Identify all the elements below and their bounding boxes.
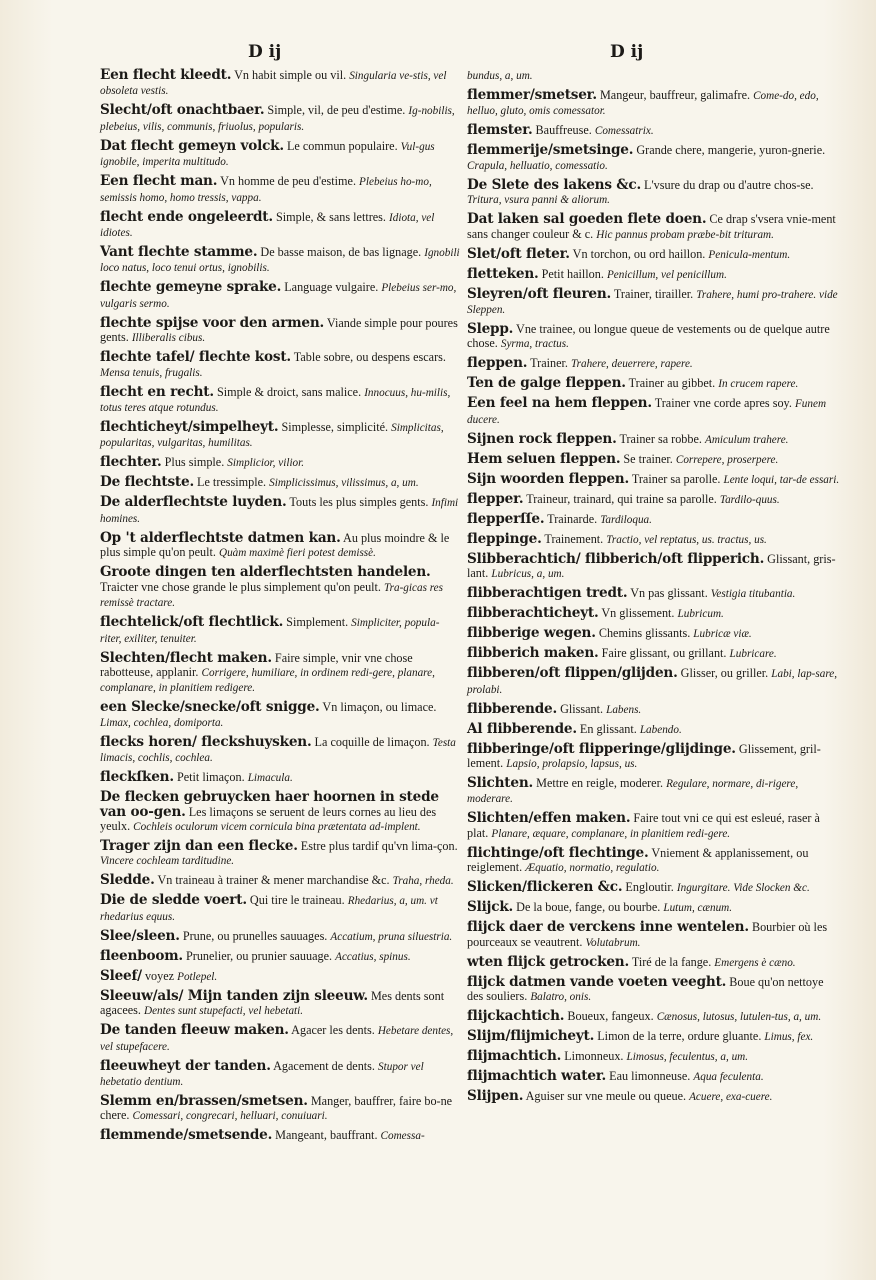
headword: Sleef/ xyxy=(100,967,142,984)
latin-gloss: Labens. xyxy=(606,703,642,716)
french-gloss: Eau limonneuse. xyxy=(606,1069,694,1084)
french-gloss: Vn traineau à trainer & mener marchandise &c. xyxy=(154,873,393,888)
headword: flemster. xyxy=(467,122,533,139)
french-gloss: Mettre en reigle, moderer. xyxy=(533,776,667,791)
headword: Slibberachtich/ flibberich/oft flipperich. xyxy=(467,550,765,567)
latin-gloss: Idiota, vel idiotes. xyxy=(100,211,435,240)
french-gloss: Vn homme de peu d'estime. xyxy=(217,174,360,189)
latin-gloss: Penicula-mentum. xyxy=(708,248,791,261)
latin-gloss: Emergens è cæno. xyxy=(714,956,796,969)
french-gloss: Estre plus tardif qu'vn lima-çon. xyxy=(297,838,458,853)
headword: Slichten. xyxy=(467,775,534,792)
latin-gloss: Crapula, helluatio, comessatio. xyxy=(467,159,608,172)
french-gloss: Vne trainee, ou longue queue de vestements ou de quelque autre chose. xyxy=(467,322,830,351)
headword: De Slete des lakens &c. xyxy=(467,176,641,193)
headword: wten flijck getrocken. xyxy=(467,953,629,970)
headword: Al flibberende. xyxy=(467,720,577,737)
french-gloss: Faire glissant, ou grillant. xyxy=(598,646,730,661)
french-gloss: Trainer. xyxy=(527,356,572,371)
latin-gloss: Corrigere, humiliare, in ordinem redi-gere, planare, complanare, in planitiem redigere. xyxy=(100,666,435,695)
dictionary-entry xyxy=(100,495,460,526)
french-gloss: Manger, bauffrer, faire bo-ne chere. xyxy=(100,1093,453,1123)
latin-gloss: Volutabrum. xyxy=(585,936,641,949)
latin-gloss: Ignobili loco natus, loco tenui ortus, ignobilis. xyxy=(100,247,460,275)
latin-gloss: Tra-gicas res remissè tractare. xyxy=(100,581,443,610)
headword: De alderflechtste luyden. xyxy=(100,494,287,511)
dictionary-entry xyxy=(467,776,841,807)
french-gloss: Le tressimple. xyxy=(193,475,270,490)
dictionary-entry xyxy=(100,350,460,380)
headword: Slepp. xyxy=(467,321,514,338)
french-gloss: En glissant. xyxy=(576,721,640,736)
headword: fleckſken. xyxy=(100,769,174,786)
latin-gloss: Tardilo-quus. xyxy=(719,493,780,506)
headword: flechtelick/oft flechtlick. xyxy=(100,614,284,631)
latin-gloss: Plebeius ser-mo, vulgaris sermo. xyxy=(100,282,457,310)
dictionary-entry xyxy=(467,267,841,282)
headword: flibberich maken. xyxy=(467,645,599,662)
dictionary-entry xyxy=(467,376,841,391)
latin-gloss: Aqua feculenta. xyxy=(693,1071,764,1084)
french-gloss: Agacement de dents. xyxy=(270,1058,379,1073)
dictionary-entry xyxy=(467,1009,841,1024)
dictionary-entry xyxy=(467,88,841,119)
dictionary-entry xyxy=(100,893,460,924)
dictionary-entry xyxy=(100,565,460,610)
right-signature: D ij xyxy=(610,42,644,62)
latin-gloss: Infimi homines. xyxy=(100,497,459,525)
dictionary-entry xyxy=(467,532,841,547)
dictionary-entry xyxy=(467,432,841,447)
french-gloss: Grande chere, mangerie, yuron-gnerie. xyxy=(633,143,826,158)
dictionary-entry xyxy=(467,247,841,262)
latin-gloss: Limus, fex. xyxy=(764,1031,814,1044)
headword: Slechten/flecht maken. xyxy=(100,649,272,666)
latin-gloss: In crucem rapere. xyxy=(718,378,799,391)
dictionary-entry xyxy=(100,385,460,416)
headword: flijmachtich. xyxy=(467,1048,562,1065)
latin-gloss: Testa limacis, cochlis, cochlea. xyxy=(100,736,456,765)
french-gloss: Limonneux. xyxy=(561,1049,627,1064)
french-gloss: Glissant. xyxy=(557,701,607,716)
headword: Sleyren/oft fleuren. xyxy=(467,285,612,302)
latin-gloss: Vestigia titubantia. xyxy=(710,588,796,601)
latin-gloss: Comessatrix. xyxy=(594,125,654,138)
headword: flepper. xyxy=(467,490,524,507)
headword: Een flecht man. xyxy=(100,173,218,190)
french-gloss: Plus simple. xyxy=(161,455,228,470)
latin-gloss: Syrma, tractus. xyxy=(500,338,569,351)
dictionary-entry xyxy=(100,839,460,869)
french-gloss: Boue qu'on nettoye des souliers. xyxy=(467,974,824,1004)
french-gloss: Simplement. xyxy=(283,615,352,630)
headword: De flechtste. xyxy=(100,474,194,491)
dictionary-entry xyxy=(100,969,460,984)
french-gloss: Simple, vil, de peu d'estime. xyxy=(264,103,409,118)
latin-gloss: Hebetare dentes, vel stupefacere. xyxy=(100,1025,454,1053)
latin-gloss: Lubricus, a, um. xyxy=(491,568,565,581)
latin-gloss: Traha, rheda. xyxy=(392,875,454,888)
french-gloss: Ce drap s'vsera vnie-ment sans changer couleur & c. xyxy=(467,212,836,241)
headword: fletteken. xyxy=(467,265,539,282)
french-gloss: Bauffreuse. xyxy=(532,123,595,138)
latin-gloss: Lubricare. xyxy=(729,648,777,661)
latin-gloss: Ig-nobilis, plebeius, vilis, communis, friuolus, popularis. xyxy=(100,105,455,133)
latin-gloss: Singularia ve-stis, vel obsoleta vestis. xyxy=(100,70,447,98)
dictionary-entry xyxy=(100,139,460,170)
latin-gloss: bundus, a, um. xyxy=(467,70,533,82)
latin-gloss: Æquatio, normatio, regulatio. xyxy=(525,862,660,875)
latin-gloss: Correpere, proserpere. xyxy=(675,453,779,466)
latin-gloss: Plebeius ho-mo, semissis homo, homo tressis, vappa. xyxy=(100,176,432,204)
dictionary-entry xyxy=(467,955,841,970)
headword: Sijnen rock fleppen. xyxy=(467,430,617,447)
dictionary-entry xyxy=(467,212,841,242)
headword: Op 't alderflechtste datmen kan. xyxy=(100,529,341,546)
french-gloss: Prune, ou prunelles sauuages. xyxy=(179,928,331,943)
dictionary-entry xyxy=(100,770,460,785)
latin-gloss: Limax, cochlea, domiporta. xyxy=(100,716,224,729)
headword: Hem seluen fleppen. xyxy=(467,450,621,467)
french-gloss: Traineur, trainard, qui traine sa parolle. xyxy=(523,491,720,506)
dictionary-entry xyxy=(467,722,841,737)
headword: flemmerije/smetsinge. xyxy=(467,142,634,159)
dictionary-entry xyxy=(467,322,841,352)
latin-gloss: Stupor vel hebetatio dentium. xyxy=(100,1060,424,1088)
headword: flechte spijse voor den armen. xyxy=(100,314,325,331)
dictionary-entry xyxy=(100,949,460,964)
headword: Slijck. xyxy=(467,899,514,916)
french-gloss: Agacer les dents. xyxy=(288,1023,378,1038)
headword: Ten de galge fleppen. xyxy=(467,375,626,392)
french-gloss: Vniement & applanissement, ou reiglement. xyxy=(467,845,809,875)
french-gloss: Glissant, gris-lant. xyxy=(467,551,836,581)
headword: flepperſſe. xyxy=(467,510,545,527)
french-gloss: Chemins glissants. xyxy=(595,626,694,641)
latin-gloss: Dentes sunt stupefacti, vel hebetati. xyxy=(143,1005,304,1018)
latin-gloss: Lubricum. xyxy=(677,608,724,621)
dictionary-entry xyxy=(467,123,841,138)
latin-gloss: Acuere, exa-cuere. xyxy=(689,1091,773,1104)
french-gloss: Aguiser sur vne meule ou queue. xyxy=(523,1089,690,1104)
french-gloss: Engloutir. xyxy=(622,880,677,895)
latin-gloss: Lutum, cænum. xyxy=(663,902,733,915)
french-gloss: Vn habit simple ou vil. xyxy=(231,68,350,82)
latin-gloss: Simplicior, vilior. xyxy=(227,457,305,470)
latin-gloss: Amiculum trahere. xyxy=(705,433,789,446)
headword: Slijpen. xyxy=(467,1088,524,1105)
dictionary-entry xyxy=(100,174,460,205)
french-gloss: Au plus moindre & le plus simple qu'on peult. xyxy=(100,530,450,560)
french-gloss: voyez xyxy=(141,968,178,983)
latin-gloss: Funem ducere. xyxy=(467,398,827,426)
dictionary-entry xyxy=(467,1069,841,1084)
headword: flibberen/oft flippen/glijden. xyxy=(467,665,678,682)
dictionary-entry xyxy=(467,1029,841,1044)
dictionary-entry xyxy=(467,287,841,318)
headword: flijckachtich. xyxy=(467,1008,565,1025)
dictionary-entry xyxy=(100,700,460,730)
headword: flechticheyt/simpelheyt. xyxy=(100,419,279,436)
latin-gloss: Lente loqui, tar-de essari. xyxy=(723,473,840,486)
dictionary-entry xyxy=(467,552,841,582)
dictionary-entry xyxy=(467,143,841,173)
french-gloss: L'vsure du drap ou d'autre chos-se. xyxy=(641,177,814,192)
headword: flemmer/smetser. xyxy=(467,87,597,103)
left-column xyxy=(100,68,460,1148)
french-gloss: Glisser, ou griller. xyxy=(677,666,772,681)
french-gloss: Mes dents sont agacees. xyxy=(100,988,445,1018)
dictionary-entry xyxy=(100,245,460,276)
headword: Slee/sleen. xyxy=(100,927,180,944)
headword: fleenboom. xyxy=(100,947,183,964)
headword: flechte tafel/ flechte kost. xyxy=(100,349,291,366)
dictionary-entry xyxy=(467,586,841,601)
dictionary-entry xyxy=(467,742,841,772)
latin-gloss: Simplicitas, popularitas, vulgaritas, humilitas. xyxy=(100,422,444,450)
latin-gloss: Labi, lap-sare, prolabi. xyxy=(467,668,838,696)
latin-gloss: Tardiloqua. xyxy=(600,513,652,526)
headword: flibberende. xyxy=(467,700,558,717)
french-gloss: Vn glissement. xyxy=(598,606,678,621)
headword: flecks horen/ fleckshuysken. xyxy=(100,733,312,750)
headword: Een flecht kleedt. xyxy=(100,67,232,83)
dictionary-entry xyxy=(467,626,841,641)
latin-gloss: Quàm maximè fieri potest demissè. xyxy=(219,547,376,560)
headword: Sledde. xyxy=(100,872,155,889)
dictionary-entry xyxy=(467,702,841,717)
headword: flibberachtigen tredt. xyxy=(467,585,628,602)
dictionary-entry xyxy=(100,316,460,346)
french-gloss: Simplesse, simplicité. xyxy=(278,420,392,435)
dictionary-entry xyxy=(100,531,460,561)
dictionary-entry xyxy=(467,472,841,487)
headword: De flecken gebruycken haer hoornen in stede van oo-gen. xyxy=(100,789,439,820)
latin-gloss: Limacula. xyxy=(247,772,293,785)
latin-gloss: Simplicissimus, vilissimus, a, um. xyxy=(269,477,419,490)
dictionary-entry xyxy=(100,1059,460,1090)
latin-gloss: Cochleis oculorum vicem cornicula bina prætentata ad-implent. xyxy=(133,820,421,833)
headword: De tanden fleeuw maken. xyxy=(100,1022,289,1039)
headword: flijck daer de verckens inne wentelen. xyxy=(467,919,749,936)
right-column xyxy=(467,68,841,1109)
dictionary-entry xyxy=(467,356,841,371)
latin-gloss: Illiberalis cibus. xyxy=(131,332,206,345)
dictionary-entry xyxy=(467,492,841,507)
french-gloss: Touts les plus simples gents. xyxy=(286,495,432,510)
french-gloss: La coquille de limaçon. xyxy=(311,734,433,749)
dictionary-entry xyxy=(467,452,841,467)
headword: flechter. xyxy=(100,454,162,471)
french-gloss: Language vulgaire. xyxy=(281,280,382,295)
headword: Slemm en/brassen/smetsen. xyxy=(100,1092,308,1109)
latin-gloss: Rhedarius, a, um. vt rhedarius equus. xyxy=(100,895,438,923)
latin-gloss: Come-do, edo, helluo, gluto, omis comessator. xyxy=(467,90,819,118)
dictionary-entry xyxy=(467,920,841,950)
dictionary-entry xyxy=(467,606,841,621)
headword: Slijm/flijmicheyt. xyxy=(467,1028,595,1045)
dictionary-entry xyxy=(467,396,841,427)
dictionary-entry xyxy=(100,735,460,766)
french-gloss: Vn pas glissant. xyxy=(627,586,711,601)
headword: een Slecke/snecke/oft snigge. xyxy=(100,699,320,716)
dictionary-entry xyxy=(100,68,460,99)
dictionary-entry xyxy=(100,280,460,311)
dictionary-entry xyxy=(100,790,460,834)
latin-gloss: Innocuus, hu-milis, totus teres atque rotundus. xyxy=(100,386,451,415)
dictionary-entry xyxy=(100,103,460,134)
dictionary-entry xyxy=(467,900,841,915)
french-gloss: Petit haillon. xyxy=(538,266,607,281)
headword: Groote dingen ten alderflechtsten handelen. xyxy=(100,564,431,581)
dictionary-entry xyxy=(467,1089,841,1104)
headword: flijck datmen vande voeten veeght. xyxy=(467,973,727,990)
french-gloss: Tiré de la fange. xyxy=(629,954,715,969)
dictionary-entry xyxy=(100,615,460,646)
latin-gloss: Limosus, feculentus, a, um. xyxy=(626,1051,749,1064)
headword: flibberige wegen. xyxy=(467,625,596,642)
french-gloss: Bourbier où les pourceaux se veautrent. xyxy=(467,920,828,949)
headword: flechte gemeyne sprake. xyxy=(100,279,282,296)
french-gloss: Trainer au gibbet. xyxy=(625,376,719,391)
french-gloss: Vn limaçon, ou limace. xyxy=(319,700,437,715)
dictionary-entry xyxy=(100,1094,460,1124)
headword: flijmachtich water. xyxy=(467,1068,607,1085)
dictionary-entry xyxy=(467,666,841,697)
french-gloss: Traicter vne chose grande le plus simplement qu'on peult. xyxy=(100,579,385,594)
french-gloss: Table sobre, ou despens escars. xyxy=(290,350,446,365)
french-gloss: Trainer sa robbe. xyxy=(616,431,705,446)
dictionary-entry xyxy=(100,651,460,696)
dictionary-entry xyxy=(467,68,841,83)
dictionary-entry xyxy=(100,929,460,944)
dictionary-entry xyxy=(100,873,460,888)
headword: fleeuwheyt der tanden. xyxy=(100,1057,271,1074)
dictionary-entry xyxy=(100,420,460,451)
headword: Sijn woorden fleppen. xyxy=(467,470,630,487)
french-gloss: Trainer vne corde apres soy. xyxy=(651,396,795,411)
headword: Dat flecht gemeyn volck. xyxy=(100,137,284,154)
headword: Vant flechte stamme. xyxy=(100,244,258,261)
latin-gloss: Vincere cochleam tarditudine. xyxy=(100,855,235,868)
french-gloss: Boueux, fangeux. xyxy=(564,1009,657,1024)
latin-gloss: Regulare, normare, di-rigere, moderare. xyxy=(467,778,799,806)
dictionary-entry xyxy=(100,989,460,1019)
headword: Slichten/effen maken. xyxy=(467,810,631,827)
headword: flichtinge/oft flechtinge. xyxy=(467,844,649,861)
headword: flecht ende ongeleerdt. xyxy=(100,208,273,225)
french-gloss: Prunelier, ou prunier sauuage. xyxy=(182,948,336,963)
latin-gloss: Tritura, vsura panni & aliorum. xyxy=(467,194,610,207)
french-gloss: Trainement. xyxy=(541,531,607,546)
french-gloss: De basse maison, de bas lignage. xyxy=(257,245,425,260)
headword: flecht en recht. xyxy=(100,383,214,400)
dictionary-entry xyxy=(467,846,841,876)
latin-gloss: Hic pannus probam præbe-bit trituram. xyxy=(596,228,774,241)
french-gloss: Qui tire le traineau. xyxy=(246,893,348,908)
french-gloss: Simple, & sans lettres. xyxy=(272,209,390,224)
french-gloss: Trainer, tirailler. xyxy=(611,286,697,301)
headword: Sleeuw/als/ Mijn tanden zijn sleeuw. xyxy=(100,987,368,1004)
latin-gloss: Lapsio, prolapsio, lapsus, us. xyxy=(506,758,638,771)
french-gloss: Glissement, gril-lement. xyxy=(467,741,821,771)
french-gloss: Faire simple, vnir vne chose rabotteuse, applanir. xyxy=(100,650,413,679)
dictionary-entry xyxy=(467,975,841,1005)
latin-gloss: Accatius, spinus. xyxy=(335,950,411,963)
french-gloss: Faire tout vni ce qui est esleué, raser à plat. xyxy=(467,811,820,840)
dictionary-entry xyxy=(467,1049,841,1064)
headword: flemmende/smetsende. xyxy=(100,1127,273,1144)
latin-gloss: Trahere, humi pro-trahere. vide Sleppen. xyxy=(467,288,838,317)
dictionary-entry xyxy=(467,811,841,841)
dictionary-entry xyxy=(467,178,841,208)
french-gloss: Vn torchon, ou ord haillon. xyxy=(569,246,709,261)
latin-gloss: Comessa- xyxy=(380,1130,425,1143)
dictionary-entry xyxy=(467,512,841,527)
headword: Slet/oft fleter. xyxy=(467,245,570,262)
latin-gloss: Planare, æquare, complanare, in planitiem redi-gere. xyxy=(491,827,731,840)
headword: Trager zijn dan een flecke. xyxy=(100,837,298,854)
dictionary-entry xyxy=(467,646,841,661)
latin-gloss: Comessari, congrecari, helluari, conuiuari. xyxy=(132,1110,328,1123)
latin-gloss: Trahere, deuerrere, rapere. xyxy=(571,358,693,371)
left-signature: D ij xyxy=(248,42,282,62)
latin-gloss: Ingurgitare. Vide Slocken &c. xyxy=(676,882,810,895)
headword: flibberachticheyt. xyxy=(467,605,599,622)
dictionary-entry xyxy=(100,1023,460,1054)
french-gloss: Limon de la terre, ordure gluante. xyxy=(594,1029,765,1044)
french-gloss: Se trainer. xyxy=(620,451,676,466)
latin-gloss: Cænosus, lutosus, lutulen-tus, a, um. xyxy=(656,1011,822,1024)
french-gloss: Petit limaçon. xyxy=(173,770,248,785)
headword: Dat laken sal goeden flete doen. xyxy=(467,211,707,228)
headword: Slecht/oft onachtbaer. xyxy=(100,102,265,119)
latin-gloss: Tractio, vel reptatus, us. tractus, us. xyxy=(606,533,767,546)
dictionary-entry xyxy=(467,880,841,895)
headword: fleppinge. xyxy=(467,530,542,547)
french-gloss: Simple & droict, sans malice. xyxy=(213,384,365,399)
latin-gloss: Simpliciter, popula-riter, exiliter, tenuiter. xyxy=(100,617,440,645)
french-gloss: Trainer sa parolle. xyxy=(629,471,724,486)
headword: Een feel na hem fleppen. xyxy=(467,395,652,412)
latin-gloss: Vul-gus ignobile, imperita multitudo. xyxy=(100,140,435,169)
headword: Die de sledde voert. xyxy=(100,892,247,909)
latin-gloss: Mensa tenuis, frugalis. xyxy=(100,366,203,379)
latin-gloss: Lubricæ viæ. xyxy=(693,628,752,641)
latin-gloss: Labendo. xyxy=(639,723,682,736)
dictionary-entry xyxy=(100,475,460,490)
latin-gloss: Penicillum, vel penicillum. xyxy=(606,268,727,281)
latin-gloss: Potlepel. xyxy=(177,970,218,983)
headword: flibberinge/oft flipperinge/glijdinge. xyxy=(467,740,736,757)
dictionary-entry xyxy=(100,455,460,470)
latin-gloss: Accatium, pruna siluestria. xyxy=(330,930,453,943)
headword: Slicken/flickeren &c. xyxy=(467,879,623,896)
french-gloss: Mangeant, bauffrant. xyxy=(272,1128,381,1143)
french-gloss: Trainarde. xyxy=(544,511,601,526)
french-gloss: Viande simple pour poures gents. xyxy=(100,315,458,345)
french-gloss: De la boue, fange, ou bourbe. xyxy=(513,900,664,915)
latin-gloss: Balatro, onis. xyxy=(530,991,592,1004)
french-gloss: Les limaçons se seruent de leurs cornes au lieu des yeulx. xyxy=(100,804,437,833)
french-gloss: Le commun populaire. xyxy=(283,138,401,153)
headword: fleppen. xyxy=(467,355,528,372)
dictionary-entry xyxy=(100,1128,460,1143)
dictionary-entry xyxy=(100,210,460,241)
french-gloss: Mangeur, bauffreur, galimafre. xyxy=(596,88,754,102)
